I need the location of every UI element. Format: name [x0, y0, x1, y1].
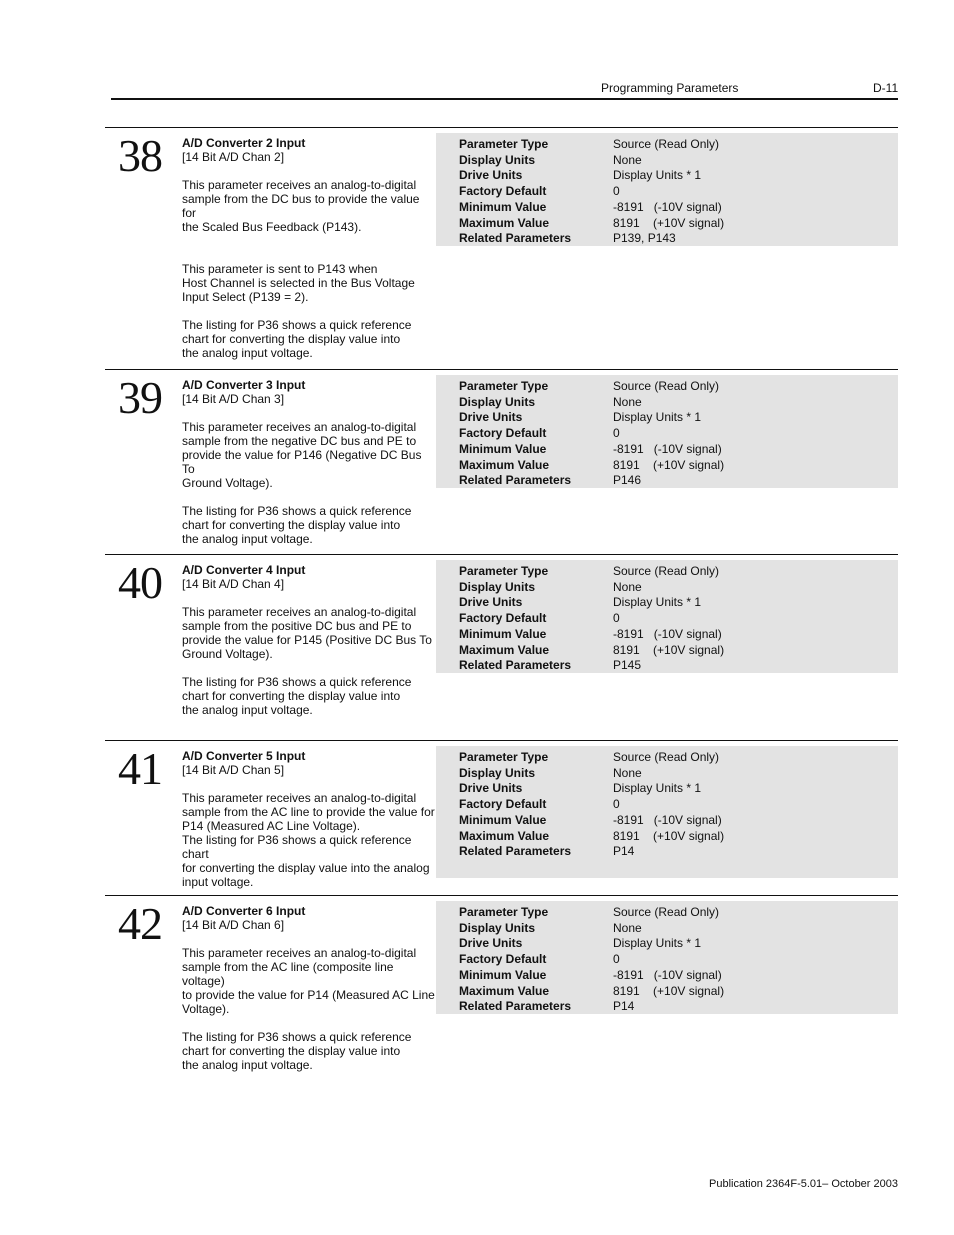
parameter-number: 38	[118, 130, 162, 181]
parameter-number: 42	[118, 898, 162, 949]
description-line: input voltage.	[182, 875, 254, 889]
parameter-title: A/D Converter 5 Input	[182, 749, 306, 763]
parameter-description	[182, 904, 438, 1072]
description-line: chart for converting the display value into	[182, 689, 401, 703]
description-line: This parameter receives an analog-to-digital	[182, 605, 417, 619]
parameter-number: 41	[118, 743, 162, 794]
parameter-subtitle: [14 Bit A/D Chan 4]	[182, 577, 285, 591]
parameter-block-41	[105, 740, 898, 895]
description-line: Input Select (P139 = 2).	[182, 290, 309, 304]
description-line: This parameter receives an analog-to-digital	[182, 791, 417, 805]
parameter-number: 39	[118, 372, 162, 423]
description-line: provide the value for P146 (Negative DC Bus To	[182, 448, 422, 476]
parameter-subtitle: [14 Bit A/D Chan 5]	[182, 763, 285, 777]
description-line: Ground Voltage).	[182, 476, 273, 490]
parameter-attributes-box: Parameter Type Source (Read Only) Display Units None Drive Units Display Units * 1 Factory Default 0 Minimum Value -8191 (-10V signal) Maximum Value 8191 (+10V signal) Related Parameters P146	[436, 375, 898, 488]
parameter-description	[182, 563, 434, 717]
description-line: chart for converting the display value into	[182, 332, 401, 346]
description-line: P14 (Measured AC Line Voltage).	[182, 819, 361, 833]
header-rule	[111, 98, 898, 100]
description-line: sample from the AC line (composite line voltage)	[182, 960, 394, 988]
description-line: Ground Voltage).	[182, 647, 273, 661]
description-line: to provide the value for P14 (Measured AC Line	[182, 988, 435, 1002]
description-line: the analog input voltage.	[182, 346, 313, 360]
page-number: D-11	[873, 81, 899, 95]
description-line: sample from the negative DC bus and PE to	[182, 434, 417, 448]
description-line: The listing for P36 shows a quick reference	[182, 675, 412, 689]
description-line: the analog input voltage.	[182, 532, 313, 546]
parameter-attributes-box: Parameter Type Source (Read Only) Display Units None Drive Units Display Units * 1 Factory Default 0 Minimum Value -8191 (-10V signal) Maximum Value 8191 (+10V signal) Related Parameters P14	[436, 901, 898, 1014]
description-line: The listing for P36 shows a quick reference	[182, 504, 412, 518]
parameter-title: A/D Converter 6 Input	[182, 904, 306, 918]
parameter-attributes-box: Parameter Type Source (Read Only) Display Units None Drive Units Display Units * 1 Factory Default 0 Minimum Value -8191 (-10V signal) Maximum Value 8191 (+10V signal) Related Parameters P139, P143	[436, 133, 898, 246]
parameter-subtitle: [14 Bit A/D Chan 3]	[182, 392, 285, 406]
description-line: The listing for P36 shows a quick reference chart	[182, 833, 412, 861]
description-line: This parameter receives an analog-to-digital	[182, 178, 417, 192]
description-line: the analog input voltage.	[182, 703, 313, 717]
description-line: chart for converting the display value into	[182, 1044, 401, 1058]
description-line: sample from the positive DC bus and PE to	[182, 619, 412, 633]
description-line: the Scaled Bus Feedback (P143).	[182, 220, 362, 234]
parameter-block-38	[105, 127, 898, 368]
parameter-description	[182, 378, 434, 546]
description-line: Voltage).	[182, 1002, 230, 1016]
parameter-description	[182, 749, 438, 889]
parameter-block-39	[105, 369, 898, 553]
parameter-title: A/D Converter 4 Input	[182, 563, 306, 577]
parameter-block-40	[105, 554, 898, 739]
description-line: The listing for P36 shows a quick reference	[182, 318, 412, 332]
description-line: sample from the DC bus to provide the value for	[182, 192, 420, 220]
parameter-subtitle: [14 Bit A/D Chan 6]	[182, 918, 285, 932]
parameter-subtitle: [14 Bit A/D Chan 2]	[182, 150, 285, 164]
description-line: provide the value for P145 (Positive DC Bus To	[182, 633, 432, 647]
description-line: sample from the AC line to provide the value for	[182, 805, 435, 819]
publication-footer: Publication 2364F-5.01– October 2003	[709, 1178, 898, 1190]
description-line: The listing for P36 shows a quick reference	[182, 1030, 412, 1044]
parameter-number: 40	[118, 557, 162, 608]
section-title: Programming Parameters	[601, 81, 739, 95]
description-line: the analog input voltage.	[182, 1058, 313, 1072]
description-line: for converting the display value into the analog	[182, 861, 430, 875]
description-line: This parameter receives an analog-to-digital	[182, 946, 417, 960]
parameter-description	[182, 136, 434, 360]
description-line: chart for converting the display value into	[182, 518, 401, 532]
parameter-attributes-box: Parameter Type Source (Read Only) Display Units None Drive Units Display Units * 1 Factory Default 0 Minimum Value -8191 (-10V signal) Maximum Value 8191 (+10V signal) Related Parameters P14	[436, 746, 898, 878]
description-line: Host Channel is selected in the Bus Voltage	[182, 276, 415, 290]
description-line: This parameter is sent to P143 when	[182, 262, 378, 276]
parameter-attributes-box: Parameter Type Source (Read Only) Display Units None Drive Units Display Units * 1 Factory Default 0 Minimum Value -8191 (-10V signal) Maximum Value 8191 (+10V signal) Related Parameters P145	[436, 560, 898, 673]
description-line: This parameter receives an analog-to-digital	[182, 420, 417, 434]
parameter-title: A/D Converter 3 Input	[182, 378, 306, 392]
parameter-block-42	[105, 895, 898, 1076]
parameter-title: A/D Converter 2 Input	[182, 136, 306, 150]
